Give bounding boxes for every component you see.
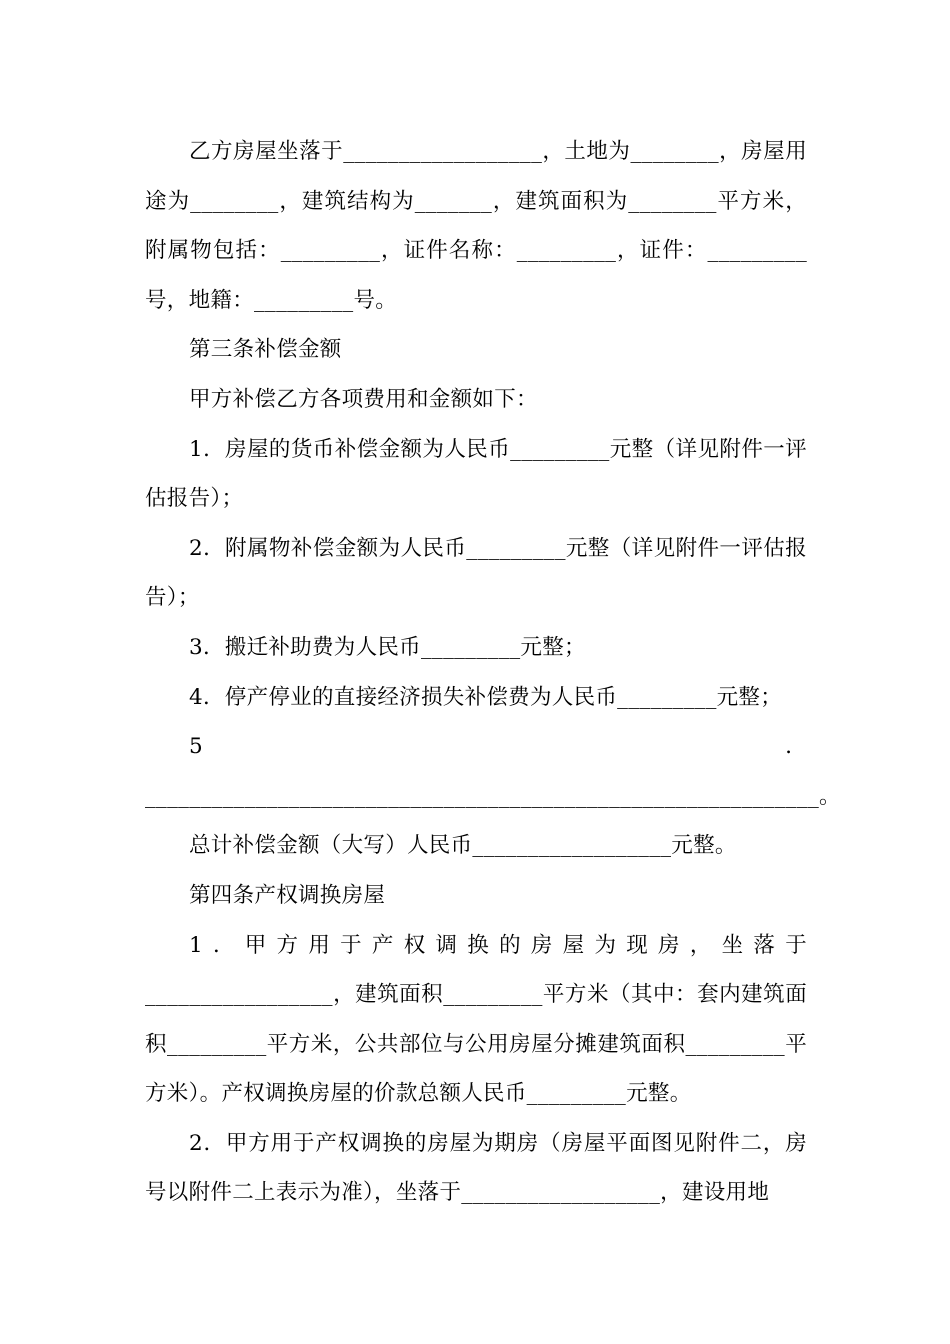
section-heading-article-3: 第三条补偿金额 bbox=[189, 337, 342, 363]
list-item-business-loss: 4．停产停业的直接经济损失补偿费为人民币_________元整； bbox=[189, 684, 783, 710]
paragraph-property-location: 乙方房屋坐落于__________________，土地为________，房屋用途为________，建筑结构为_______，建筑面积为________平方米，附属物包括：_________，证件名称：_________，证件：_________号，地籍：_________号。 bbox=[145, 139, 807, 313]
list-item-house-compensation: 1．房屋的货币补偿金额为人民币_________元整（详见附件一评估报告）； bbox=[145, 436, 807, 512]
paragraph-existing-house: 1．甲方用于产权调换的房屋为现房，坐落于_________________，建筑面积_________平方米（其中：套内建筑面积_________平方米，公共部位与公用房屋分摊建筑面积_________平方米）。产权调换房屋的价款总额人民币_________元整。 bbox=[145, 932, 807, 1107]
list-item-attachment-compensation: 2．附属物补偿金额为人民币_________元整（详见附件一评估报告）； bbox=[145, 535, 807, 611]
list-item-relocation-subsidy: 3．搬迁补助费为人民币_________元整； bbox=[189, 634, 586, 660]
paragraph-future-house: 2．甲方用于产权调换的房屋为期房（房屋平面图见附件二，房号以附件二上表示为准），坐落于__________________，建设用地 bbox=[145, 1130, 807, 1206]
list-item-other: 5．_____________________________________________________________。 bbox=[145, 734, 841, 809]
section-heading-article-4: 第四条产权调换房屋 bbox=[189, 882, 386, 908]
document-body bbox=[145, 127, 841, 1218]
paragraph-compensation-intro: 甲方补偿乙方各项费用和金额如下： bbox=[189, 386, 538, 412]
paragraph-total-amount: 总计补偿金额（大写）人民币__________________元整。 bbox=[189, 833, 737, 859]
